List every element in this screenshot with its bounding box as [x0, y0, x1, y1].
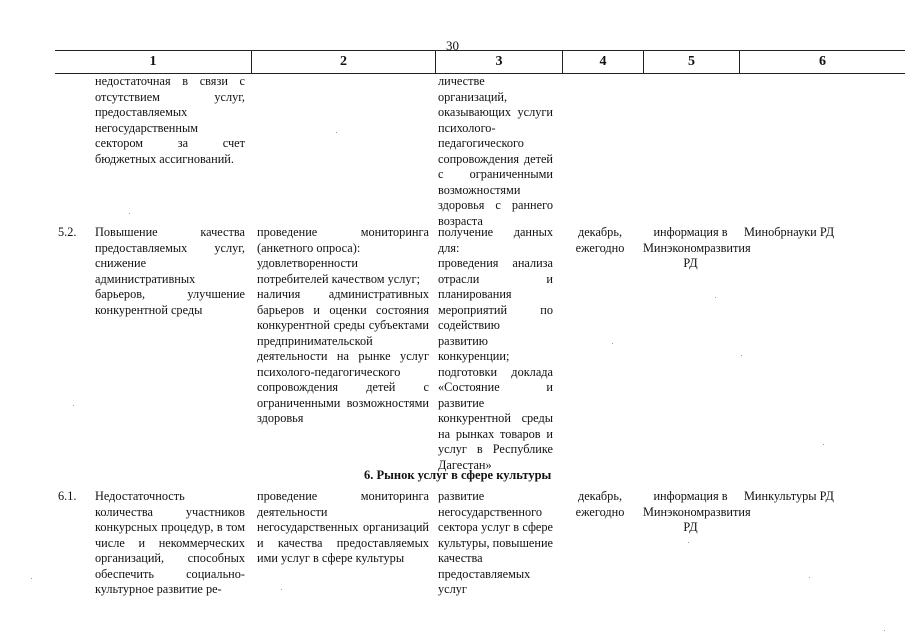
measure-item: удовлетворенности потребителей качеством услуг; [257, 256, 420, 286]
scan-speck [884, 630, 885, 631]
continuation-result-text: личестве организаций, оказывающих услуги психолого-педагогического сопровождения детей с ограниченными возможностями здоровья с раннего возраста [438, 74, 553, 228]
result-text: развитие негосударственного сектора услуг в сфере культуры, повышение качества предоставляемых услуг [438, 489, 553, 596]
column-header-6: 6 [819, 54, 826, 69]
measure-text: проведение мониторинга деятельности негосударственных организаций и качества предоставляемых ими услуг в сфере культуры [257, 489, 429, 565]
report-form-text: информация в Минэкономразвития РД [643, 489, 751, 534]
scan-speck [73, 405, 74, 406]
row-number: 5.2. [58, 225, 77, 239]
deadline-text: декабрь, ежегодно [575, 225, 625, 255]
measure-text [257, 225, 429, 427]
result-item: подготовки доклада «Состояние и развитие конкурентной среды на рынках товаров и услуг в Республике Дагестан» [438, 364, 553, 472]
scan-speck [281, 589, 282, 590]
column-header-4: 4 [599, 54, 607, 69]
result-item: проведения анализа отрасли и планирования мероприятий по содействию развитию конкуренции; [438, 256, 553, 363]
scan-speck [612, 343, 613, 344]
column-header-3: 3 [495, 54, 503, 69]
problem-text: Недостаточность количества участников конкурсных процедур, в том числе и некоммерческих организаций, способных обеспечить социально-культурное развитие ре- [95, 489, 245, 596]
executor-text: Минкультуры РД [744, 489, 834, 503]
report-form-text: информация в Минэкономразвития РД [643, 225, 751, 270]
page-number: 30 [446, 38, 459, 53]
problem-text: Повышение качества предоставляемых услуг, снижение административных барьеров, улучшение конкурентной среды [95, 225, 245, 317]
section-title: 6. Рынок услуг в сфере культуры [364, 468, 552, 482]
measure-intro: проведение мониторинга (анкетного опроса): [257, 225, 429, 255]
result-intro: получение данных для: [438, 225, 553, 255]
result-text [438, 225, 553, 473]
measure-item: наличия административных барьеров и оценки состояния конкурентной среды субъектами предпринимательской деятельности на рынке услуг психолого-педагогического сопровождения детей с ограниченными возможностями здоровья [257, 287, 429, 425]
scan-speck [715, 297, 716, 298]
scan-speck [336, 132, 337, 133]
scan-speck [741, 355, 742, 356]
scan-speck [688, 542, 689, 543]
table-header [55, 50, 905, 74]
executor-text: Минобрнауки РД [744, 225, 835, 239]
scan-speck [31, 578, 32, 579]
column-header-2: 2 [340, 54, 347, 69]
continuation-problem-text: недостаточная в связи с отсутствием услуг, предоставляемых негосударственным сектором за счет бюджетных ассигнований. [95, 74, 245, 166]
scan-speck [823, 444, 824, 445]
column-header-5: 5 [688, 54, 695, 69]
column-header-1: 1 [149, 54, 157, 69]
scan-speck [129, 213, 130, 214]
row-number: 6.1. [58, 489, 77, 503]
scan-speck [809, 577, 810, 578]
deadline-text: декабрь, ежегодно [575, 489, 625, 519]
